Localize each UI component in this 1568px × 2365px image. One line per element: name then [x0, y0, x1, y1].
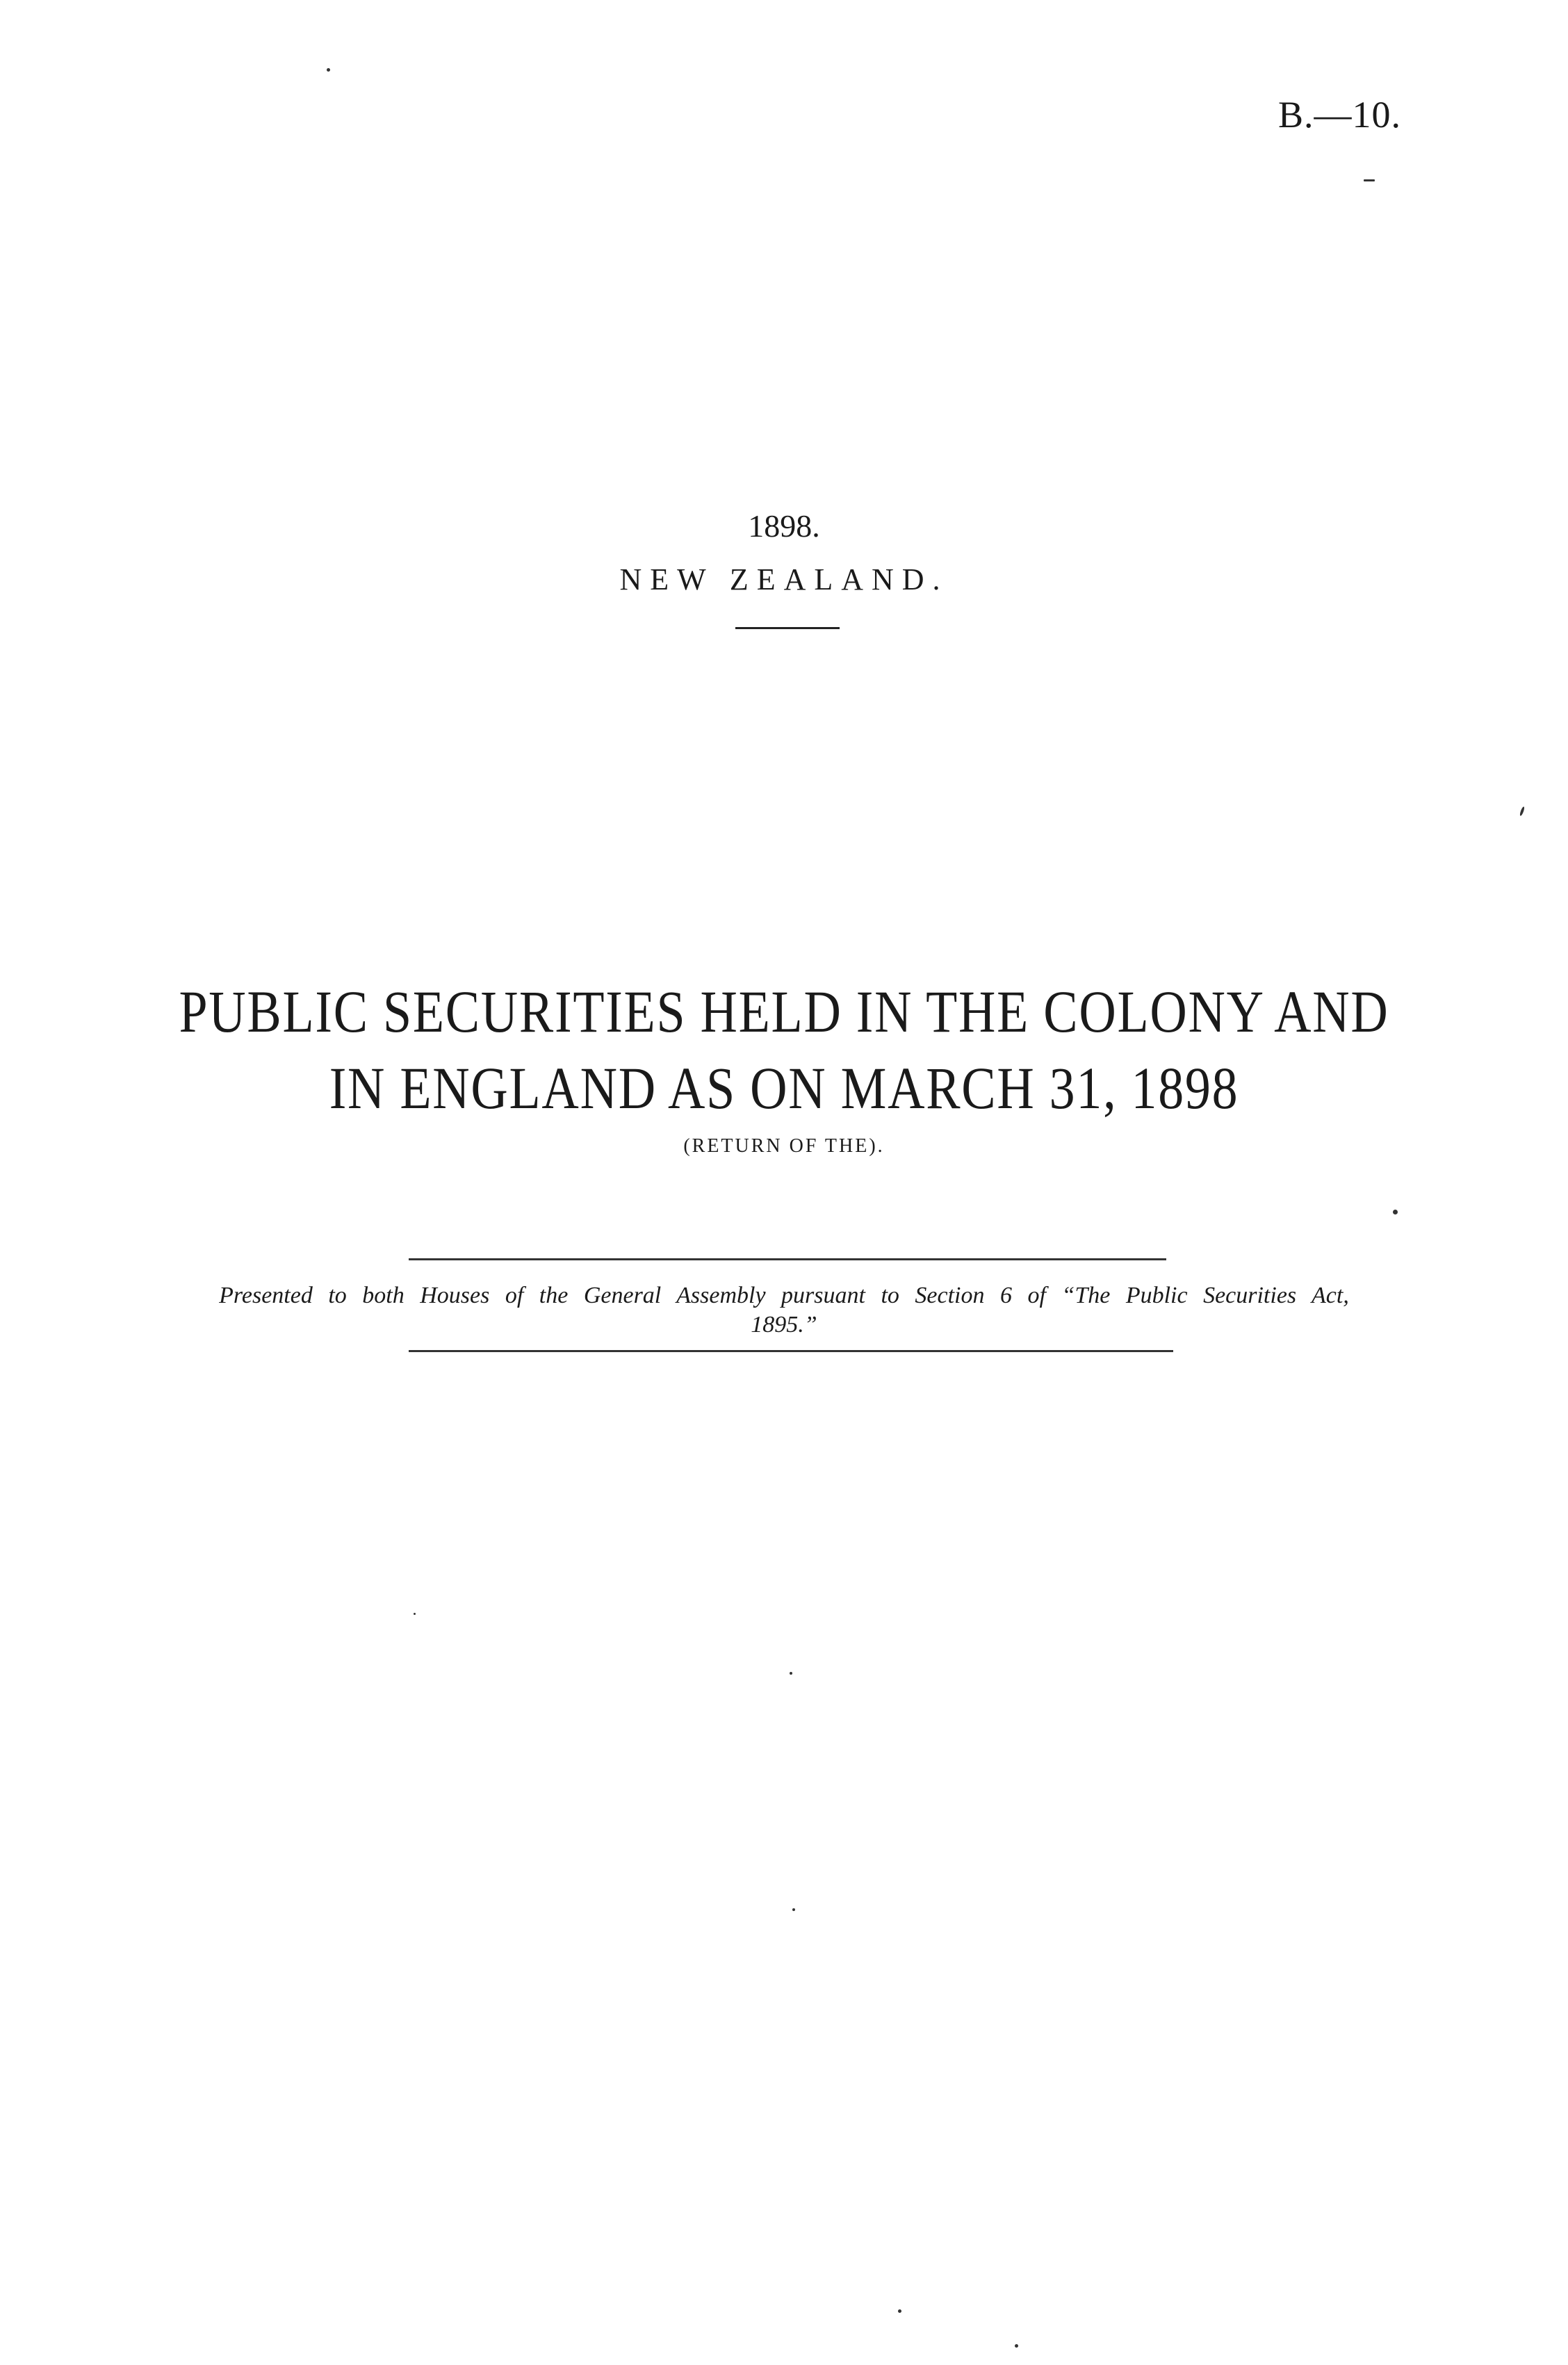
scan-speck — [414, 1613, 416, 1615]
scan-speck — [1519, 806, 1526, 817]
country-heading: NEW ZEALAND. — [619, 562, 949, 596]
top-divider — [409, 1258, 1166, 1260]
year-heading: 1898. — [748, 508, 820, 544]
scan-speck — [1393, 1210, 1398, 1214]
title-line-1: PUBLIC SECURITIES HELD IN THE COLONY AND — [179, 978, 1389, 1045]
scan-speck — [898, 2309, 901, 2313]
bottom-divider — [409, 1350, 1173, 1352]
scan-speck — [1364, 179, 1375, 181]
short-divider — [735, 627, 840, 629]
scan-speck — [792, 1908, 795, 1911]
presentation-note: Presented to both Houses of the General Assembly pursuant to Section 6 of “The Public Securities Act, 1895.” — [219, 1283, 1349, 1338]
title-line-2: IN ENGLAND AS ON MARCH 31, 1898 — [329, 1055, 1239, 1121]
scan-speck — [1015, 2344, 1018, 2348]
subtitle: (RETURN OF THE). — [683, 1135, 885, 1157]
document-reference: B.—10. — [1277, 94, 1401, 136]
scan-speck — [790, 1672, 792, 1675]
scan-speck — [327, 68, 330, 72]
